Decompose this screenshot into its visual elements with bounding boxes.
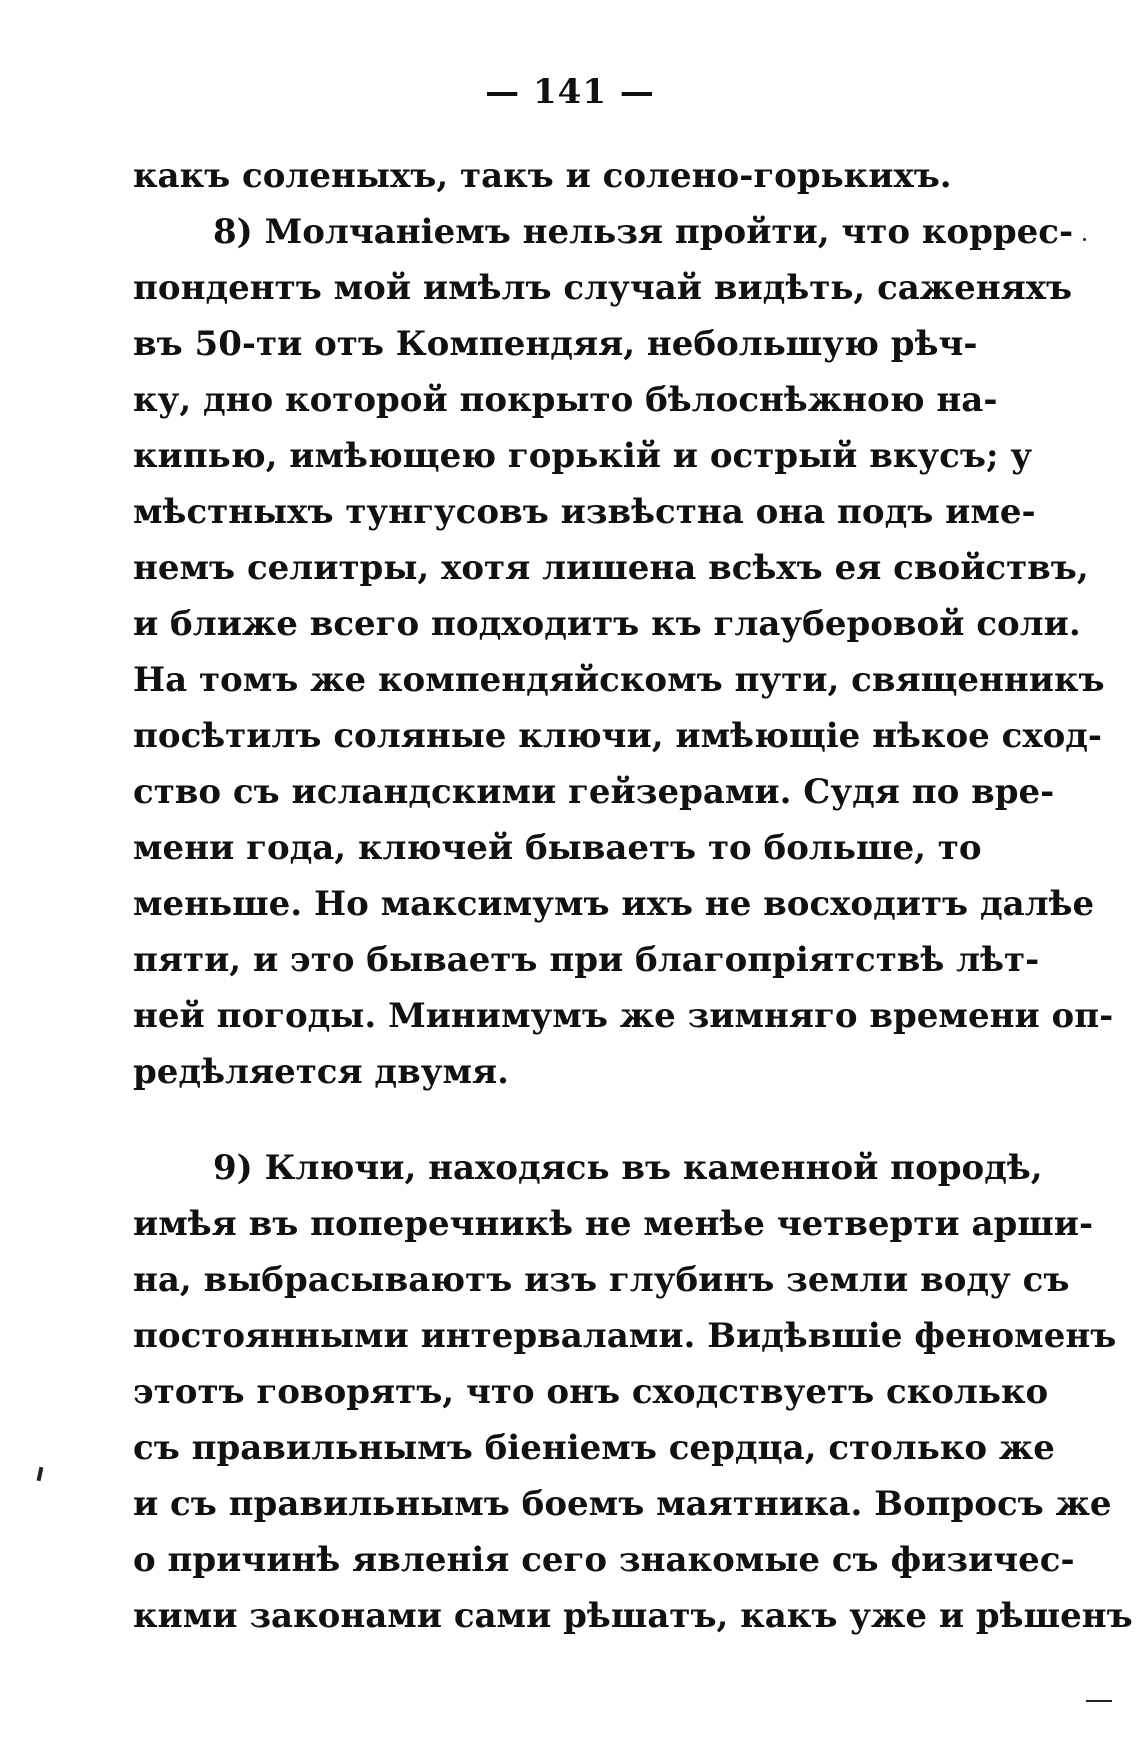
text-line: мени года, ключей бываетъ то больше, то [133, 828, 982, 868]
text-line: на, выбрасываютъ изъ глубинъ земли воду съ [133, 1260, 1070, 1300]
text-line: и съ правильнымъ боемъ маятника. Вопросъ же [133, 1484, 1112, 1524]
text-line: редѣляется двумя. [133, 1052, 509, 1092]
paragraph-gap [133, 1100, 923, 1140]
text-line: немъ селитры, хотя лишена всѣхъ ея свойствъ, [133, 548, 1089, 588]
text-line: постоянными интервалами. Видѣвшіе феноменъ [133, 1316, 1117, 1356]
scan-speck [1083, 238, 1086, 241]
text-line: меньше. Но максимумъ ихъ не восходитъ далѣе [133, 884, 1095, 924]
text-line: этотъ говорятъ, что онъ сходствуетъ сколько [133, 1372, 1049, 1412]
text-line: ку, дно которой покрыто бѣлоснѣжною на- [133, 380, 998, 420]
scan-speck [1086, 1700, 1112, 1702]
text-line: посѣтилъ соляные ключи, имѣющіе нѣкое сход- [133, 716, 1103, 756]
text-line: пяти, и это бываетъ при благопріятствѣ лѣт- [133, 940, 1040, 980]
text-line: 8) Молчаніемъ нельзя пройти, что коррес- [213, 212, 1074, 252]
page-text [133, 148, 1133, 1644]
text-line: пондентъ мой имѣлъ случай видѣть, саженяхъ [133, 268, 1073, 308]
page-number: — 141 — [485, 72, 655, 112]
text-line: и ближе всего подходитъ къ глауберовой соли. [133, 604, 1081, 644]
text-line: въ 50-ти отъ Компендяя, небольшую рѣч- [133, 324, 978, 364]
scan-speck [37, 1467, 44, 1482]
text-line: мѣстныхъ тунгусовъ извѣстна она подъ име- [133, 492, 1036, 532]
text-line: ней погоды. Минимумъ же зимняго времени оп- [133, 996, 1114, 1036]
text-line: съ правильнымъ біеніемъ сердца, столько же [133, 1428, 1055, 1468]
text-line: какъ соленыхъ, такъ и солено-горькихъ. [133, 156, 952, 196]
text-line: На томъ же компендяйскомъ пути, священникъ [133, 660, 1105, 700]
text-line: о причинѣ явленія сего знакомые съ физичес- [133, 1540, 1075, 1580]
text-line: имѣя въ поперечникѣ не менѣе четверти арши- [133, 1204, 1094, 1244]
text-line: 9) Ключи, находясь въ каменной породѣ, [213, 1148, 1043, 1188]
text-line: кими законами сами рѣшатъ, какъ уже и рѣшенъ [133, 1596, 1133, 1636]
text-line: ство съ исландскими гейзерами. Судя по вре- [133, 772, 1055, 812]
text-line: кипью, имѣющею горькій и острый вкусъ; у [133, 436, 1033, 476]
